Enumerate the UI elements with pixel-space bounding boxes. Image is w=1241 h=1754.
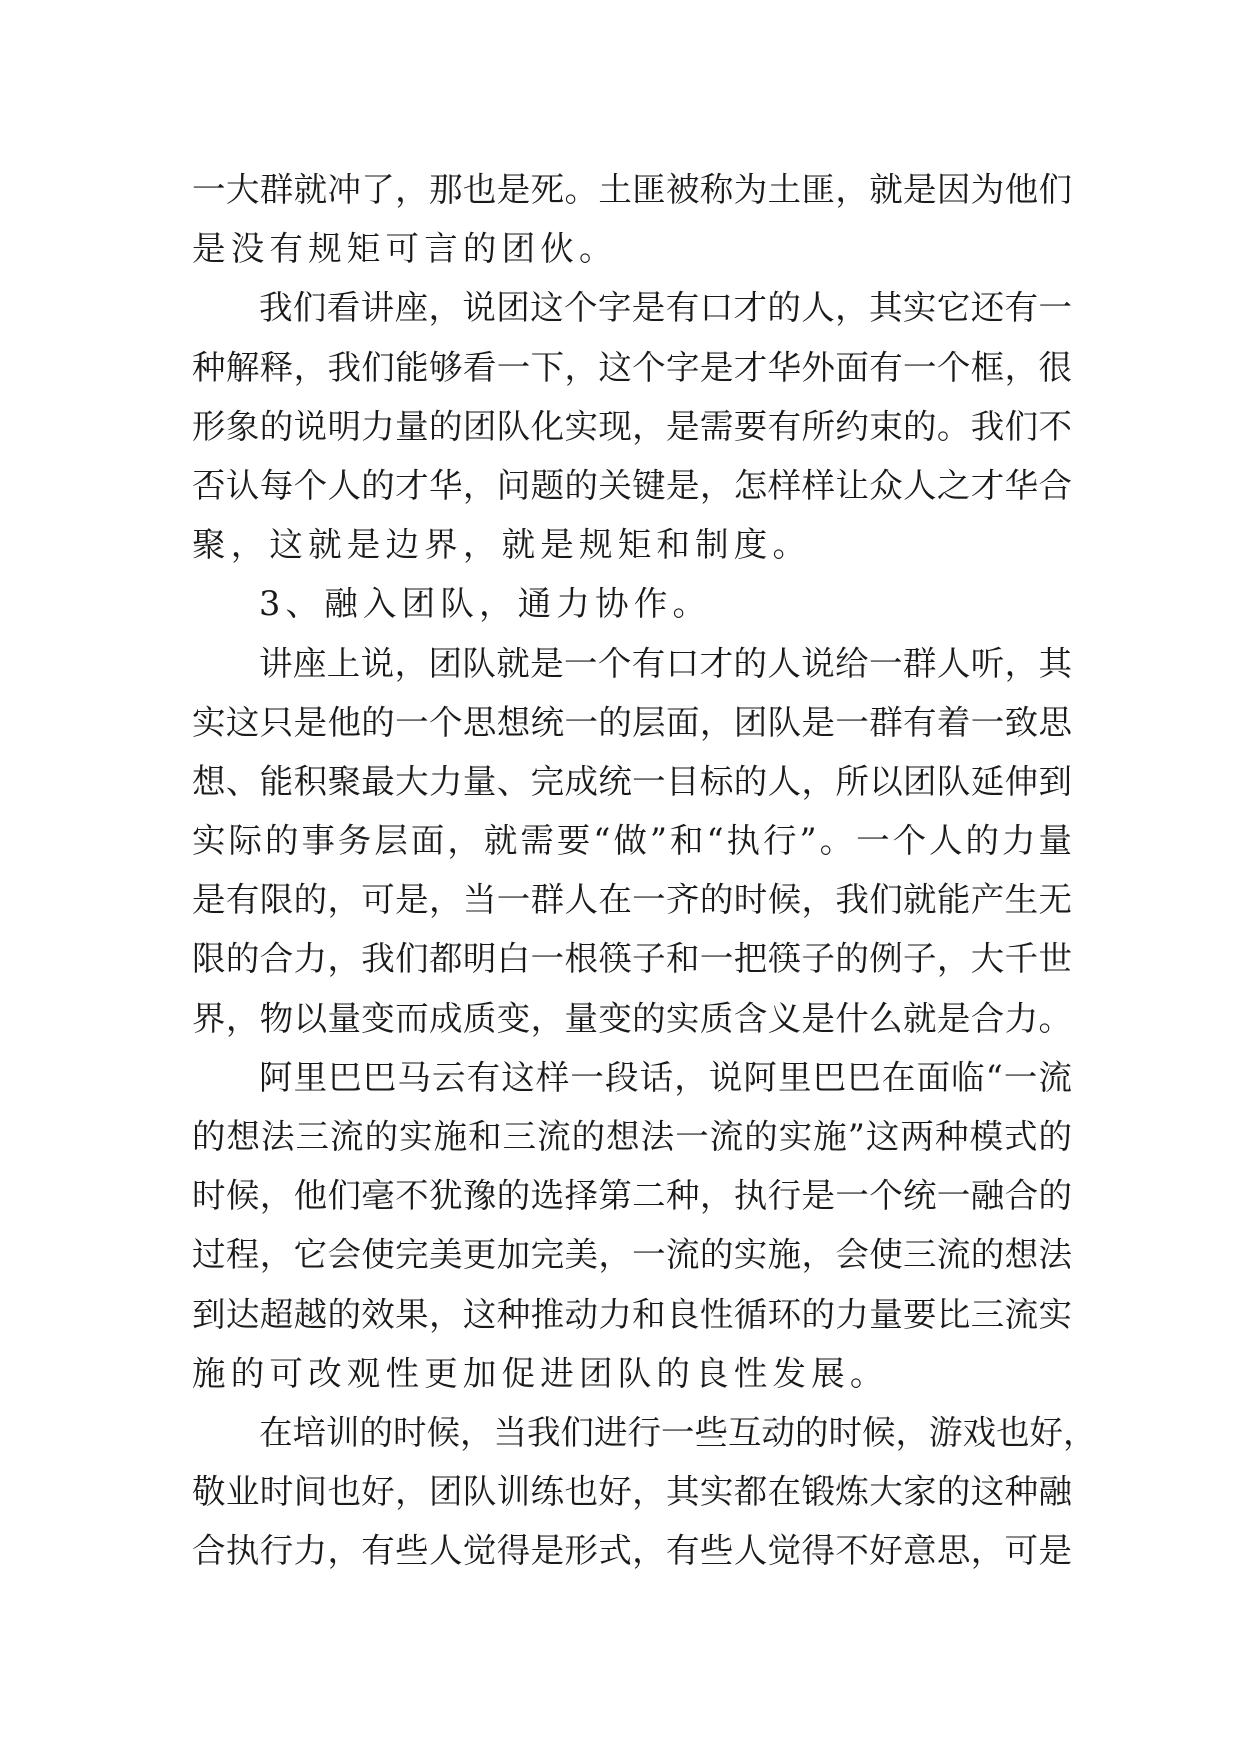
text-line: 到达超越的效果，这种推动力和良性循环的力量要比三流实 [192,1294,1072,1334]
paragraph-first-line: 我们看讲座，说团这个字是有口才的人，其实它还有一 [259,288,1072,328]
text-line: 一大群就冲了，那也是死。土匪被称为土匪，就是因为他们 [192,170,1072,209]
body-text [192,160,1097,1581]
paragraph-first-line: 阿里巴巴马云有这样一段话，说阿里巴巴在面临“一流 [259,1057,1072,1097]
text-line: 否认每个人的才华，问题的关键是，怎样样让众人之才华合 [192,465,1072,505]
text-line: 实这只是他的一个思想统一的层面，团队是一群有着一致思 [192,702,1072,742]
text-line: 种解释，我们能够看一下，这个字是才华外面有一个框，很 [192,347,1072,387]
text-line: 过程，它会使完美更加完美，一流的实施，会使三流的想法 [192,1235,1072,1275]
text-line: 的想法三流的实施和三流的想法一流的实施”这两种模式的 [192,1117,1072,1156]
text-line: 想、能积聚最大力量、完成统一目标的人，所以团队延伸到 [192,761,1072,801]
text-line: 施的可改观性更加促进团队的良性发展。 [192,1353,889,1393]
text-line: 合执行力，有些人觉得是形式，有些人觉得不好意思，可是 [192,1531,1072,1571]
paragraph-first-line: 在培训的时候，当我们进行一些互动的时候，游戏也好， [259,1412,1097,1452]
text-line: 时候，他们毫不犹豫的选择第二种，执行是一个统一融合的 [192,1176,1072,1216]
text-line: 限的合力，我们都明白一根筷子和一把筷子的例子，大千世 [192,939,1072,979]
paragraph-first-line: 讲座上说，团队就是一个有口才的人说给一群人听，其 [259,643,1072,683]
text-line: 实际的事务层面，就需要“做”和“执行”。一个人的力量 [192,821,1072,861]
text-line: 界，物以量变而成质变，量变的实质含义是什么就是合力。 [192,998,1072,1038]
text-line: 是有限的，可是，当一群人在一齐的时候，我们就能产生无 [192,880,1072,920]
text-line: 是没有规矩可言的团伙。 [192,229,618,269]
text-line: 形象的说明力量的团队化实现，是需要有所约束的。我们不 [192,406,1072,446]
text-line: 聚，这就是边界，就是规矩和制度。 [192,525,812,565]
text-line: 敬业时间也好，团队训练也好，其实都在锻炼大家的这种融 [192,1472,1072,1512]
section-heading: 3、融入团队，通力协作。 [259,584,712,624]
